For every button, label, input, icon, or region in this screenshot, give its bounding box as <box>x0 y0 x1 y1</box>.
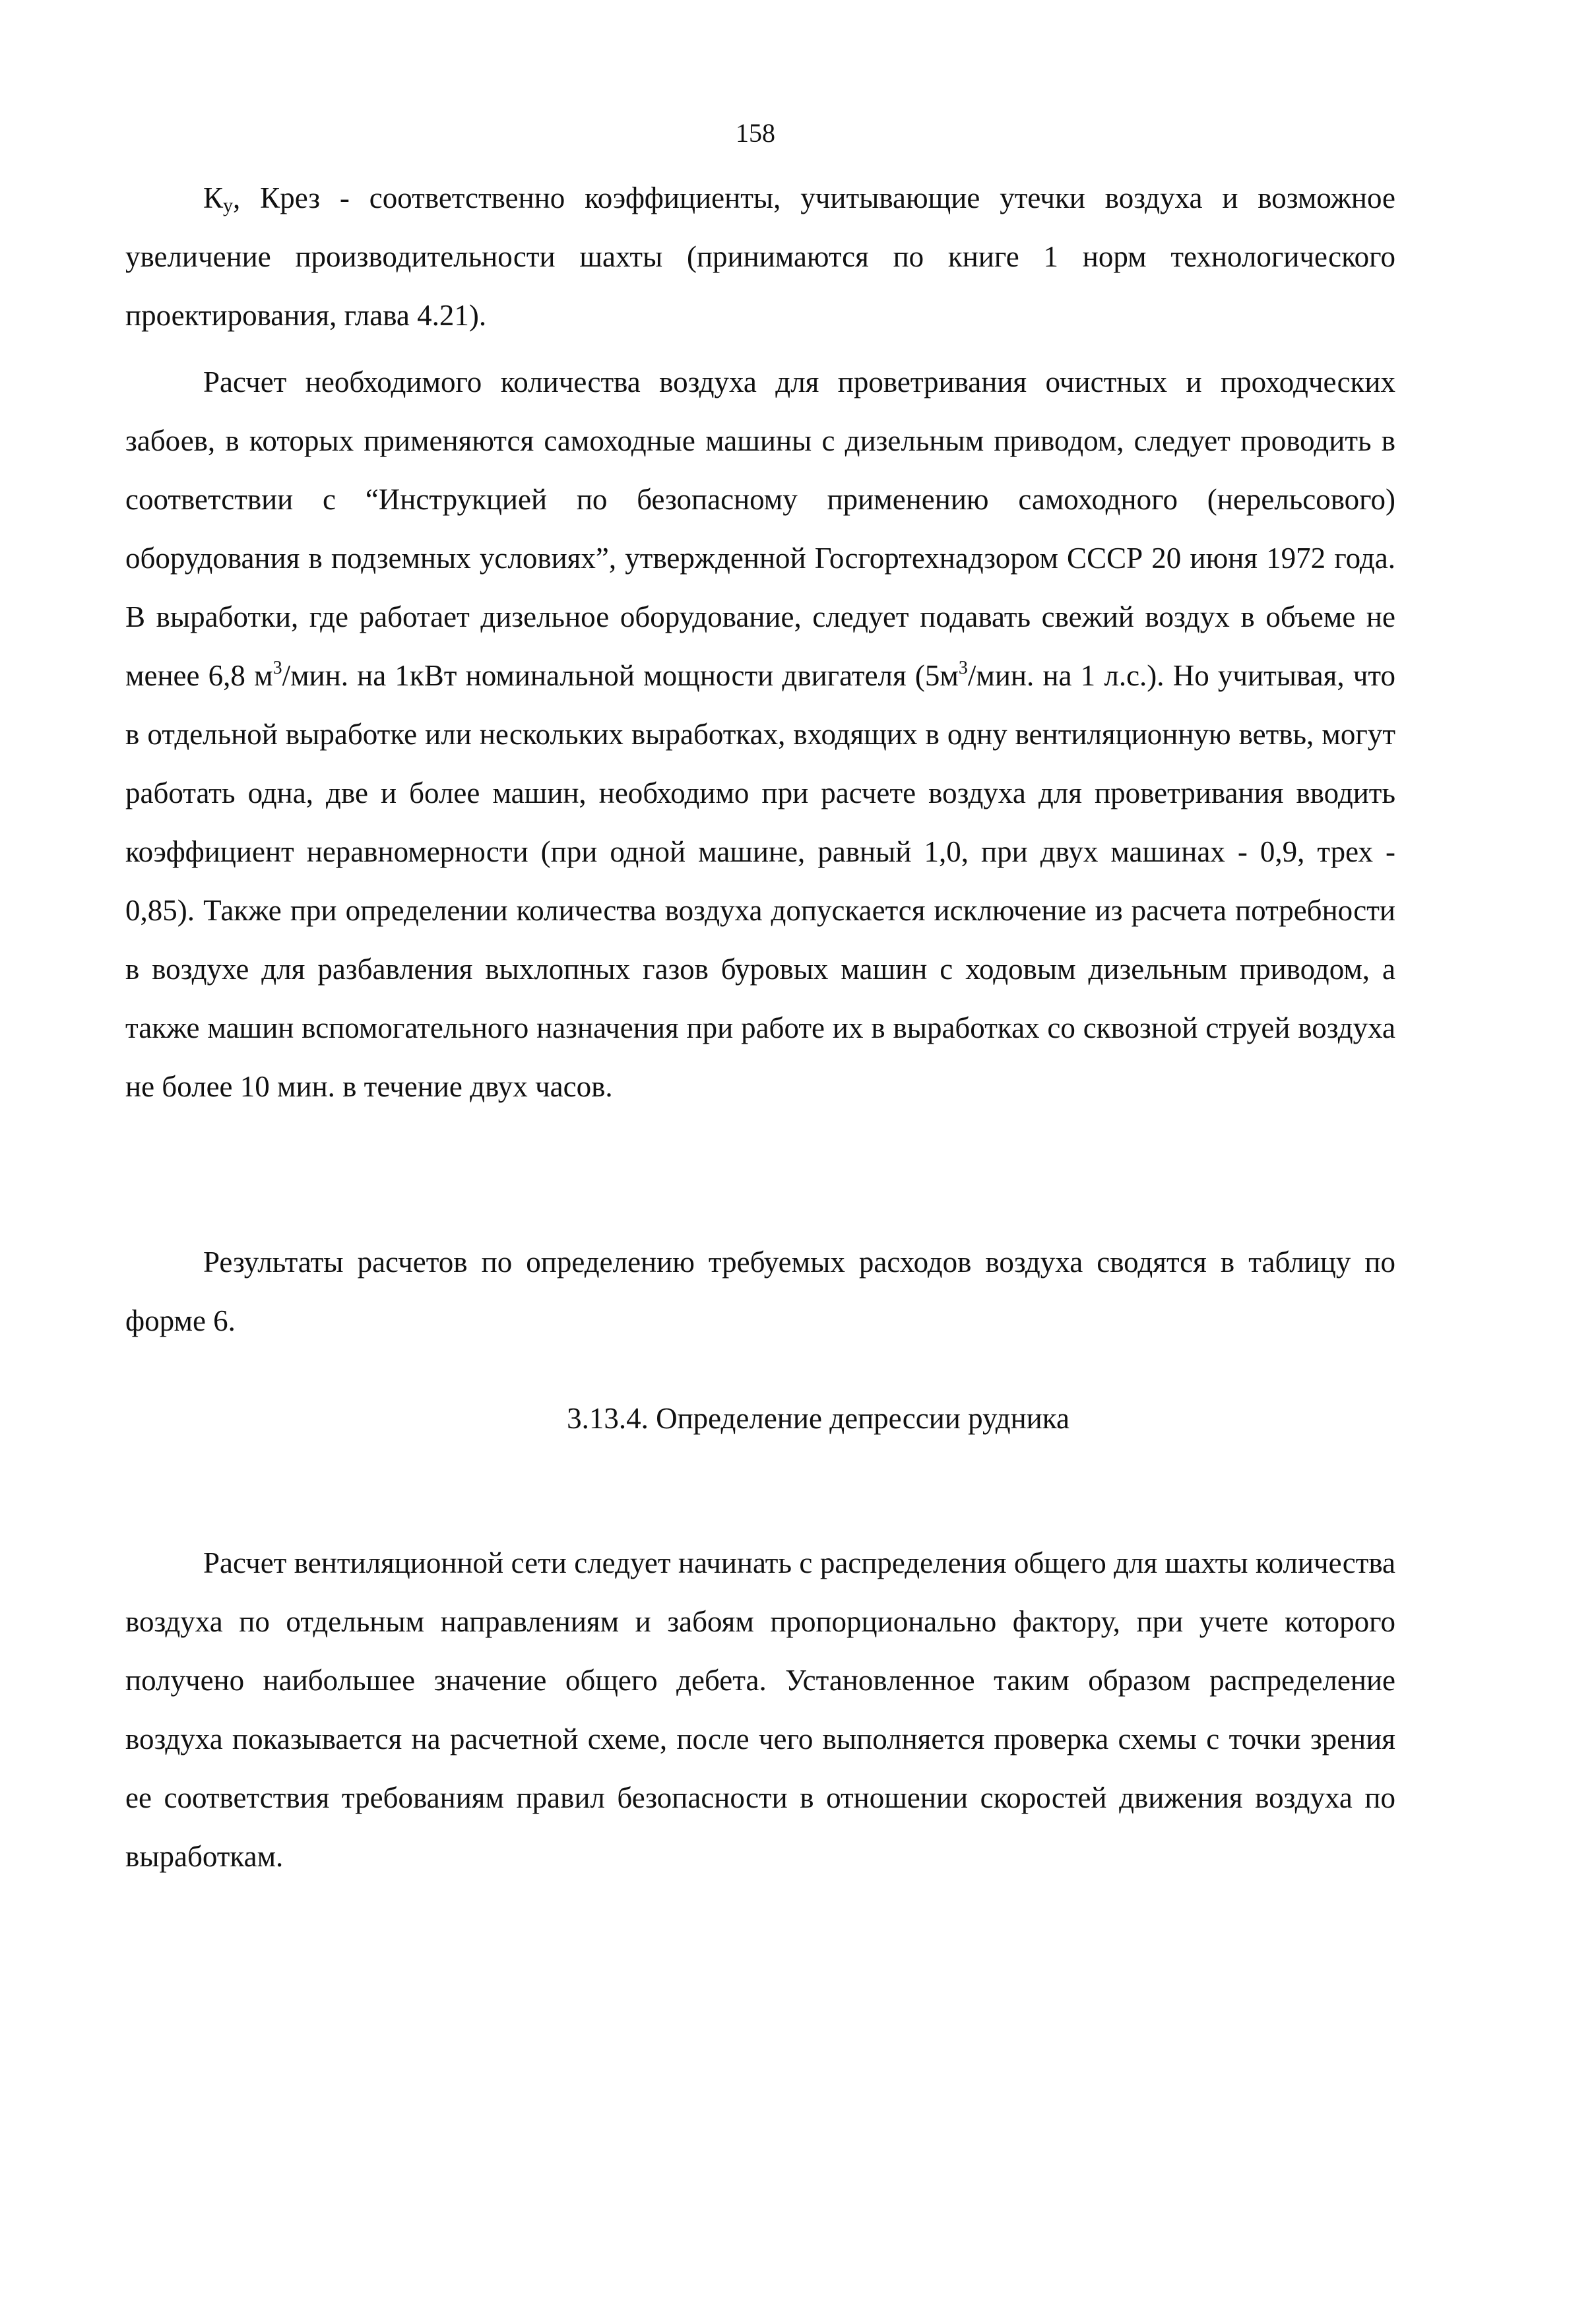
section-heading: 3.13.4. Определение депрессии рудника <box>567 1402 1069 1435</box>
paragraph-air-calculation-part3: /мин. на 1 л.с.). Но учитывая, что в отдельной выработке или нескольких выработках, входящих в одну вентиляционную ветвь, могут работать одна, две и более машин, необходимо при расчете воздуха для проветривания вводить коэффициент неравномерности (при одной машине, равный 1,0, при двух машинах - 0,9, трех - 0,85). Также при определении количества воздуха допускается исключение из расчета потребности в воздухе для разбавления выхлопных газов буровых машин с ходовым дизельным приводом, а также машин вспомогательного назначения при работе их в выработках со сквозной струей воздуха не более 10 мин. в течение двух часов. <box>125 659 1395 1103</box>
paragraph-results: Результаты расчетов по определению требуемых расходов воздуха сводятся в таблицу по форме 6. <box>125 1246 1395 1337</box>
paragraph-air-calculation-part1: Расчет необходимого количества воздуха для проветривания очистных и проходческих забоев, в которых применяются самоходные машины с дизельным приводом, следует проводить в соответствии с “Инструкцией по безопасному применению самоходного (нерельсового) оборудования в подземных условиях”, утвержденной Госгортехнадзором СССР 20 июня 1972 года. В выработки, где работает дизельное оборудование, следует подавать свежий воздух в объеме не менее 6,8 м <box>125 365 1395 692</box>
k-y-subscript: у <box>223 195 234 216</box>
k-y-symbol: К <box>203 181 224 214</box>
paragraph-air-calculation-part2: /мин. на 1кВт номинальной мощности двигателя (5м <box>282 659 959 692</box>
page-number: 158 <box>736 118 775 148</box>
cubic-superscript-1: 3 <box>272 658 282 678</box>
paragraph-air-calculation <box>125 353 1395 1116</box>
paragraph-coefficients-text: , Крез - соответственно коэффициенты, учитывающие утечки воздуха и возможное увеличение производительности шахты (принимаются по книге 1 норм технологического проектирования, глава 4.21). <box>125 181 1395 332</box>
cubic-superscript-2: 3 <box>958 658 968 678</box>
paragraph-coefficients <box>125 169 1395 345</box>
paragraph-network-calculation: Расчет вентиляционной сети следует начинать с распределения общего для шахты количества воздуха по отдельным направлениям и забоям пропорционально фактору, при учете которого получено наибольшее значение общего дебета. Установленное таким образом распределение воздуха показывается на расчетной схеме, после чего выполняется проверка схемы с точки зрения ее соответствия требованиям правил безопасности в отношении скоростей движения воздуха по выработкам. <box>125 1546 1395 1873</box>
